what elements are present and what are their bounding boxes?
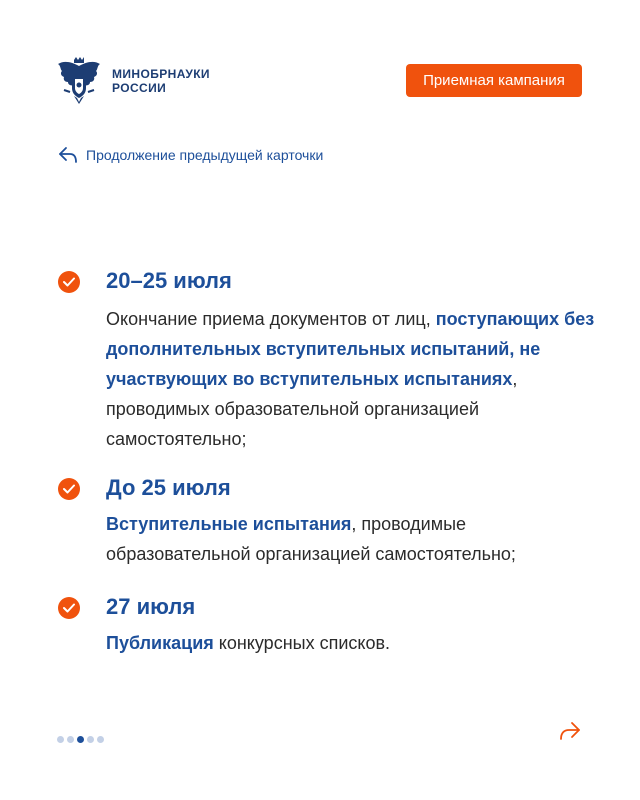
timeline-date: 20–25 июля (106, 268, 232, 293)
pagination-dot[interactable] (97, 736, 104, 743)
campaign-badge: Приемная кампания (406, 64, 582, 97)
pagination-dot[interactable] (77, 736, 84, 743)
check-circle-icon (58, 597, 80, 619)
ministry-name (112, 67, 210, 95)
description-text: , проводимых образовательной организацией самостоятельно; (106, 369, 518, 449)
pagination-dots (57, 736, 107, 743)
back-arrow-icon (58, 146, 78, 164)
description-highlight: поступающих без дополнительных вступительных испытаний, не участвующих во вступительных испытаниях (106, 309, 595, 389)
share-arrow-icon[interactable] (558, 720, 582, 742)
check-circle-icon (58, 478, 80, 500)
pagination-dot[interactable] (67, 736, 74, 743)
pagination-dot[interactable] (87, 736, 94, 743)
ministry-name-line2: РОССИИ (112, 81, 167, 95)
description-highlight: Публикация (106, 633, 214, 653)
previous-card-label: Продолжение предыдущей карточки (86, 147, 324, 163)
description-highlight: Вступительные испытания (106, 514, 352, 534)
timeline-date: 27 июля (106, 594, 196, 619)
timeline-date: До 25 июля (106, 475, 231, 500)
ministry-logo (56, 56, 210, 106)
pagination-dot[interactable] (57, 736, 64, 743)
description-text: , проводимые образовательной организацией самостоятельно; (106, 514, 516, 564)
check-circle-icon (58, 271, 80, 293)
ministry-name-line1: МИНОБРНАУКИ (112, 67, 210, 81)
description-text: конкурсных списков. (213, 633, 391, 653)
previous-card-link[interactable] (58, 146, 323, 164)
coat-of-arms-icon (56, 56, 102, 106)
timeline-description (106, 304, 606, 454)
description-text: Окончание приема документов от лиц, (106, 309, 436, 329)
timeline-description (106, 628, 606, 658)
timeline-description (106, 509, 606, 569)
